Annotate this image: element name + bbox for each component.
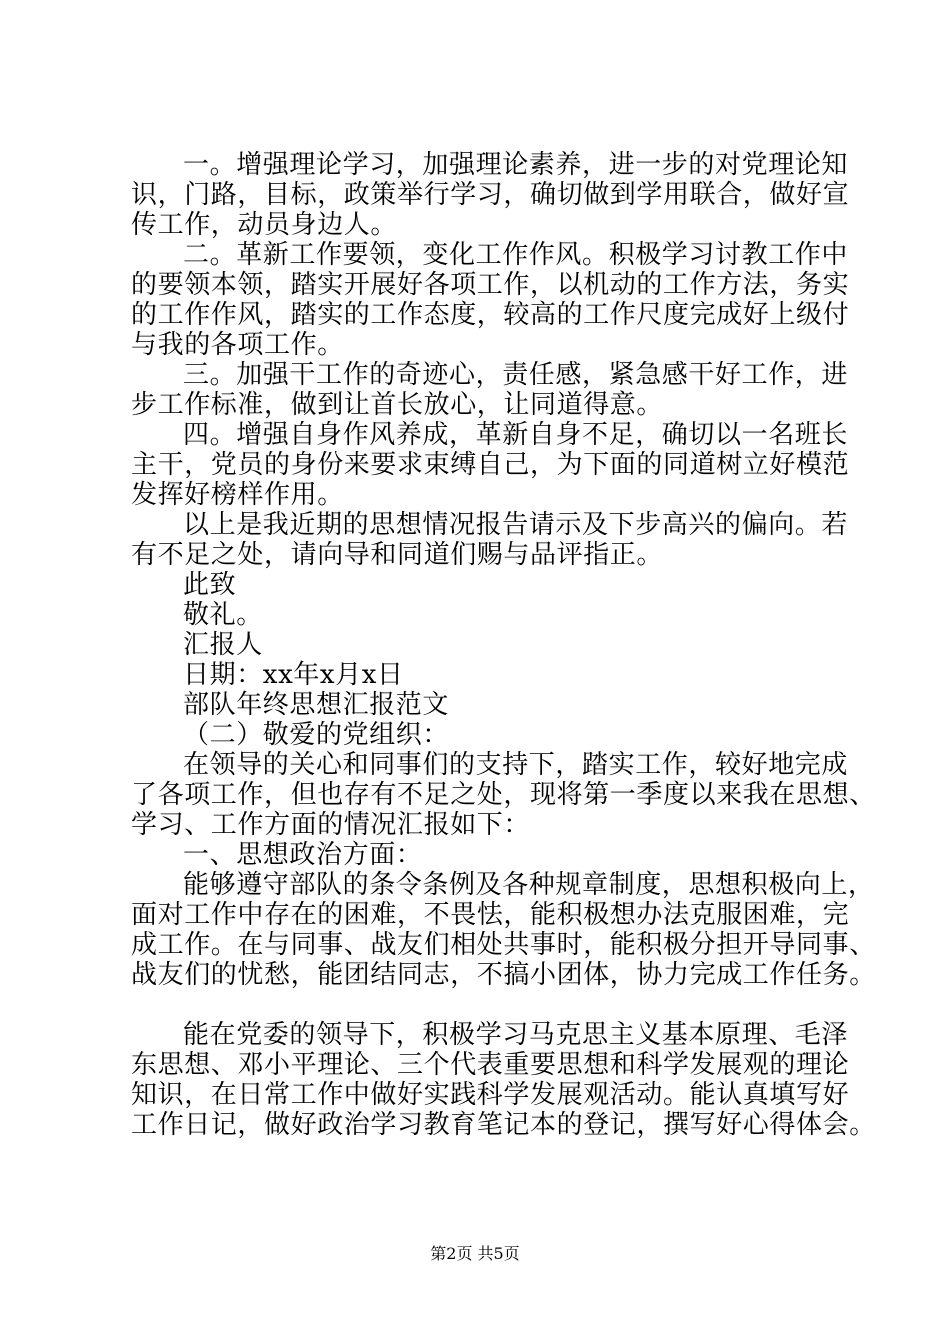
text-line: 知识，在日常工作中做好实践科学发展观活动。能认真填写好 xyxy=(131,1080,850,1110)
text-line: 敬礼。 xyxy=(183,600,263,630)
text-line: 学习、工作方面的情况汇报如下： xyxy=(131,810,531,840)
text-line: 以上是我近期的思想情况报告请示及下步高兴的偏向。若 xyxy=(183,510,849,540)
text-line: 东思想、邓小平理论、三个代表重要思想和科学发展观的理论 xyxy=(131,1050,850,1080)
text-line: 识，门路，目标，政策举行学习，确切做到学用联合，做好宣 xyxy=(131,180,850,210)
text-line: 步工作标准，做到让首长放心，让同道得意。 xyxy=(131,390,664,420)
blank-line xyxy=(131,990,847,1020)
text-line: 战友们的忧愁，能团结同志，不搞小团体，协力完成工作任务。 xyxy=(131,960,876,990)
text-line: 此致 xyxy=(183,570,237,600)
text-line: 二。革新工作要领，变化工作作风。积极学习讨教工作中 xyxy=(183,240,849,270)
text-line: 一。增强理论学习，加强理论素养，进一步的对党理论知 xyxy=(183,150,849,180)
text-line: 成工作。在与同事、战友们相处共事时，能积极分担开导同事、 xyxy=(131,930,876,960)
text-line: 工作日记，做好政治学习教育笔记本的登记，撰写好心得体会。 xyxy=(131,1110,876,1140)
text-line: 能在党委的领导下，积极学习马克思主义基本原理、毛泽 xyxy=(183,1020,849,1050)
document-body xyxy=(131,150,876,1140)
text-line: 部队年终思想汇报范文 xyxy=(183,690,450,720)
text-line: 四。增强自身作风养成，革新自身不足，确切以一名班长 xyxy=(183,420,849,450)
page-number: 第2页 共5页 xyxy=(430,1244,520,1263)
text-line: 能够遵守部队的条令条例及各种规章制度，思想积极向上， xyxy=(183,870,875,900)
text-line: 了各项工作，但也存有不足之处，现将第一季度以来我在思想、 xyxy=(131,780,876,810)
text-line: 的工作作风，踏实的工作态度，较高的工作尺度完成好上级付 xyxy=(131,300,850,330)
text-line: 三。加强干工作的奇迹心，责任感，紧急感干好工作，进 xyxy=(183,360,849,390)
text-line: 汇报人 xyxy=(183,630,263,660)
text-line: 面对工作中存在的困难，不畏怯，能积极想办法克服困难，完 xyxy=(131,900,850,930)
text-line: 日期：xx年x月x日 xyxy=(183,660,404,690)
text-line: 传工作，动员身边人。 xyxy=(131,210,398,240)
text-line: 发挥好榜样作用。 xyxy=(131,480,344,510)
text-line: 在领导的关心和同事们的支持下，踏实工作，较好地完成 xyxy=(183,750,849,780)
text-line: 有不足之处，请向导和同道们赐与品评指正。 xyxy=(131,540,664,570)
text-line: 一、思想政治方面： xyxy=(183,840,423,870)
text-line: （二）敬爱的党组织： xyxy=(183,720,450,750)
page-footer xyxy=(0,1244,950,1264)
text-line: 的要领本领，踏实开展好各项工作，以机动的工作方法，务实 xyxy=(131,270,850,300)
text-line: 与我的各项工作。 xyxy=(131,330,344,360)
text-line: 主干，党员的身份来要求束缚自己，为下面的同道树立好模范 xyxy=(131,450,850,480)
